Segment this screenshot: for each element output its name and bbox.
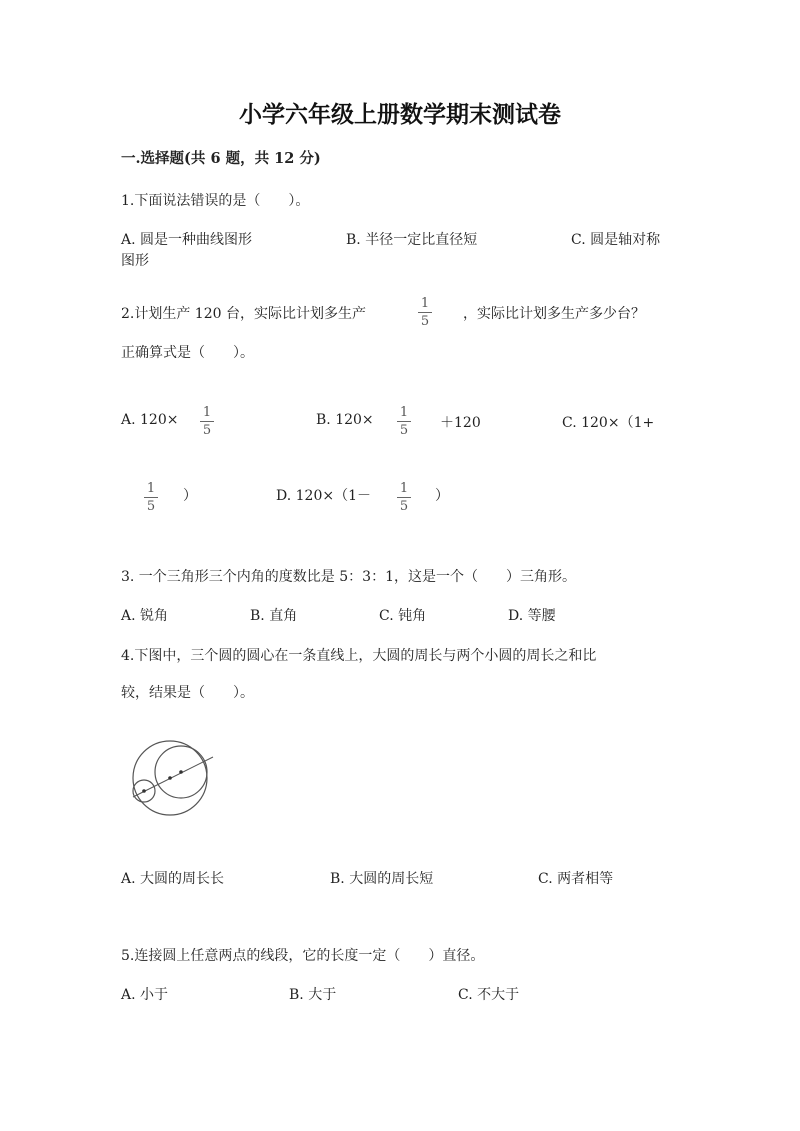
- question-2-option-a: A. 120×: [121, 412, 179, 428]
- question-5-option-a: A. 小于: [121, 987, 169, 1003]
- question-5-option-b: B. 大于: [289, 987, 337, 1003]
- fraction-denominator: 5: [399, 499, 409, 514]
- question-2-option-a-fraction: [198, 406, 216, 437]
- fraction-denominator: 5: [420, 314, 430, 329]
- question-3-option-c: C. 钝角: [379, 608, 427, 624]
- question-4-option-b: B. 大圆的周长短: [330, 871, 434, 887]
- question-3-stem: 3. 一个三角形三个内角的度数比是 5：3：1，这是一个（ ）三角形。: [121, 569, 576, 585]
- center-dot-large: [168, 776, 172, 780]
- question-3-option-a: A. 锐角: [121, 608, 169, 624]
- question-2-option-b: B. 120×: [316, 412, 374, 428]
- question-1-option-c-continuation: 图形: [121, 253, 149, 269]
- fraction-numerator: 1: [399, 405, 409, 420]
- center-dot-medium: [179, 770, 183, 774]
- question-1-option-c: C. 圆是轴对称: [571, 232, 661, 248]
- question-1-option-b: B. 半径一定比直径短: [346, 232, 478, 248]
- question-2-option-b-suffix: ＋120: [440, 415, 481, 431]
- question-4-stem-line1: 4.下图中，三个圆的圆心在一条直线上，大圆的周长与两个小圆的周长之和比: [121, 648, 597, 664]
- question-4-option-c: C. 两者相等: [538, 871, 614, 887]
- question-5-stem: 5.连接圆上任意两点的线段，它的长度一定（ ）直径。: [121, 948, 485, 964]
- fraction-bar: [397, 497, 411, 498]
- fraction-bar: [144, 497, 158, 498]
- fraction-numerator: 1: [202, 405, 212, 420]
- question-2-option-c-close: ）: [183, 488, 197, 504]
- fraction-bar: [418, 312, 432, 313]
- question-2-option-c: C. 120×（1+: [562, 415, 655, 431]
- question-5-option-c: C. 不大于: [458, 987, 520, 1003]
- fraction-denominator: 5: [146, 499, 156, 514]
- question-2-fraction: [416, 297, 434, 328]
- question-1-option-a: A. 圆是一种曲线图形: [121, 232, 253, 248]
- question-1-stem: 1.下面说法错误的是（ ）。: [121, 193, 310, 209]
- question-2-stem-line2: 正确算式是（ ）。: [121, 345, 254, 361]
- fraction-denominator: 5: [399, 423, 409, 438]
- question-2-option-b-fraction: [395, 406, 413, 437]
- fraction-numerator: 1: [399, 481, 409, 496]
- section-heading: 一.选择题(共 6 题，共 12 分): [121, 150, 321, 167]
- question-4-option-a: A. 大圆的周长长: [121, 871, 225, 887]
- question-3-option-d: D. 等腰: [508, 608, 556, 624]
- center-dot-small: [142, 789, 146, 793]
- question-2-option-d: D. 120×（1－: [276, 488, 371, 504]
- question-2-option-c-fraction: [142, 482, 160, 513]
- page-title: 小学六年级上册数学期末测试卷: [239, 101, 561, 128]
- fraction-numerator: 1: [146, 481, 156, 496]
- question-2-option-d-fraction: [395, 482, 413, 513]
- question-2-stem-part2: ，实际比计划多生产多少台？: [463, 306, 645, 322]
- question-2-option-d-close: ）: [435, 488, 449, 504]
- three-circles-figure: [125, 740, 215, 820]
- fraction-numerator: 1: [420, 296, 430, 311]
- fraction-denominator: 5: [202, 423, 212, 438]
- question-2-stem-part1: 2.计划生产 120 台，实际比计划多生产: [121, 306, 366, 322]
- fraction-bar: [397, 421, 411, 422]
- question-4-stem-line2: 较，结果是（ ）。: [121, 685, 254, 701]
- fraction-bar: [200, 421, 214, 422]
- question-3-option-b: B. 直角: [250, 608, 298, 624]
